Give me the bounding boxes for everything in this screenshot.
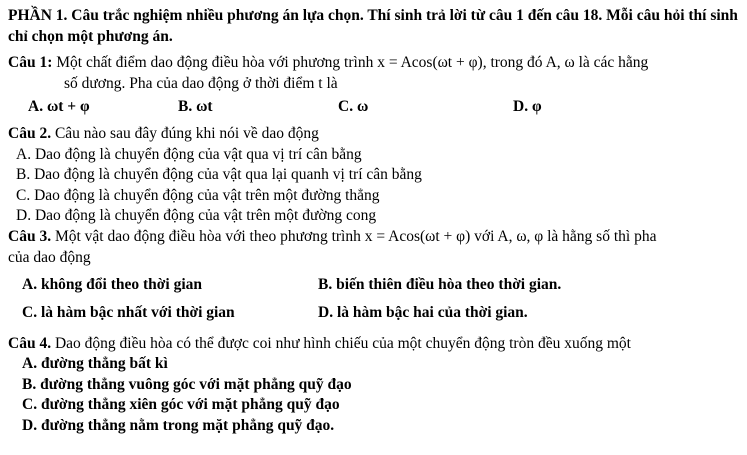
question-4-option-c[interactable]: C. đường thẳng xiên góc với mặt phẳng quỹ đạo <box>22 396 340 414</box>
question-2-label: Câu 2. <box>8 125 52 143</box>
question-2-line1: Câu nào sau đây đúng khi nói về dao động <box>54 125 319 143</box>
question-1-line1: Một chất điểm dao động điều hòa với phương trình x = Acos(ωt + φ), trong đó A, ω là các hằng <box>56 54 649 72</box>
question-1-option-b[interactable]: B. ωt <box>178 98 213 116</box>
question-4-option-a[interactable]: A. đường thẳng bất kì <box>22 355 168 373</box>
question-1 <box>8 53 739 118</box>
question-1-option-d[interactable]: D. φ <box>513 98 542 116</box>
question-1-option-a[interactable]: A. ωt + φ <box>28 98 90 116</box>
spacer <box>8 324 739 334</box>
question-1-options <box>8 97 739 118</box>
question-1-option-c[interactable]: C. ω <box>338 98 369 116</box>
question-3-line1: Một vật dao động điều hòa với theo phương trình x = Acos(ωt + φ) với A, ω, φ là hằng số thì pha <box>54 228 657 246</box>
question-3-option-d[interactable]: D. là hàm bậc hai của thời gian. <box>318 303 528 321</box>
question-2 <box>8 124 739 227</box>
question-4-option-b[interactable]: B. đường thẳng vuông góc với mặt phẳng quỹ đạo <box>22 375 352 393</box>
question-3-option-c[interactable]: C. là hàm bậc nhất với thời gian <box>22 303 235 321</box>
question-3-option-b[interactable]: B. biến thiên điều hòa theo thời gian. <box>318 276 562 294</box>
question-3-option-a[interactable]: A. không đổi theo thời gian <box>22 276 202 294</box>
section-intro: PHẦN 1. Câu trắc nghiệm nhiều phương án lựa chọn. Thí sinh trả lời từ câu 1 đến câu 18. Mỗi câu hỏi thí sinh chỉ chọn một phương án. <box>8 7 738 45</box>
question-3-line2: của dao động <box>8 248 91 266</box>
spacer <box>8 268 739 275</box>
question-3 <box>8 227 739 323</box>
question-2-option-a[interactable]: A. Dao động là chuyển động của vật qua vị trí cân bằng <box>16 145 362 163</box>
question-2-text <box>8 124 739 145</box>
question-2-option-b[interactable]: B. Dao động là chuyển động của vật qua lại quanh vị trí cân bằng <box>16 166 422 184</box>
question-4-label: Câu 4. <box>8 334 52 352</box>
question-4-text <box>8 334 739 355</box>
question-4-line1: Dao động điều hòa có thể được coi như hình chiếu của một chuyển động tròn đều xuống một <box>54 334 631 352</box>
question-1-line2: số dương. Pha của dao động ở thời điểm t là <box>64 74 338 92</box>
question-4-option-d[interactable]: D. đường thẳng nằm trong mặt phẳng quỹ đạo. <box>22 416 335 434</box>
spacer <box>8 296 739 303</box>
question-3-options-row-2 <box>8 303 739 324</box>
question-3-options-row-1 <box>8 275 739 296</box>
question-1-label: Câu 1: <box>8 54 53 72</box>
question-2-option-c[interactable]: C. Dao động là chuyển động của vật trên một đường thẳng <box>16 186 380 204</box>
question-3-label: Câu 3. <box>8 228 52 246</box>
question-3-text <box>8 227 739 268</box>
question-2-option-d[interactable]: D. Dao động là chuyển động của vật trên một đường cong <box>16 207 377 225</box>
question-4 <box>8 334 739 437</box>
question-1-text <box>8 53 739 94</box>
